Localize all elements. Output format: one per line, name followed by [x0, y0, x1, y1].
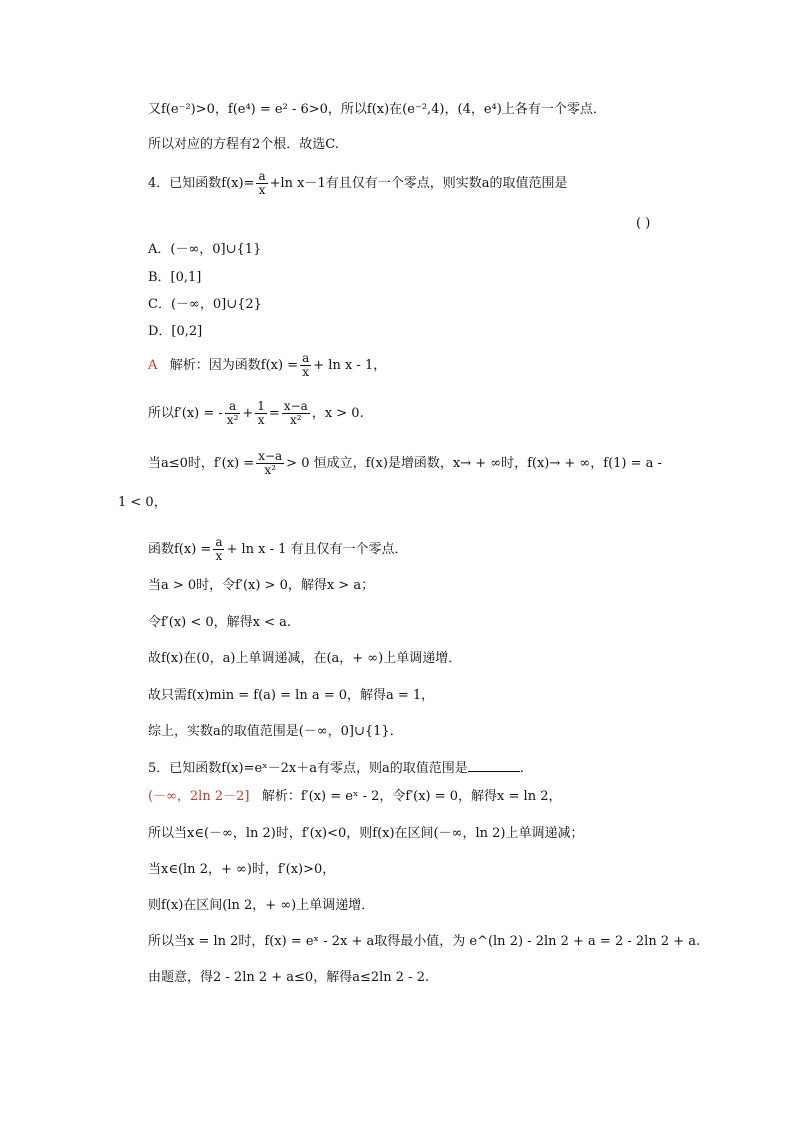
- numerator: a: [215, 535, 223, 549]
- q5-text: 5．已知函数f(x)=eˣ－2x＋a有零点，则a的取值范围是: [148, 761, 468, 776]
- option-d: D．[0,2]: [148, 324, 203, 339]
- solution-line-8: 故只需f(x)min = f(a) = ln a = 0，解得a = 1，: [148, 688, 435, 703]
- q5-solution-line-2: 所以当x∈(－∞，ln 2)时，f′(x)<0，则f(x)在区间(－∞，ln 2)上单调递减；: [148, 826, 584, 841]
- solution-line-4: [148, 536, 408, 563]
- numerator: x−a: [283, 399, 308, 413]
- solution-line-3: [148, 450, 662, 477]
- option-a: A．(－∞，0]∪{1}: [148, 242, 262, 257]
- q4-suffix: +ln x－1有且仅有一个零点，则实数a的取值范围是: [269, 176, 568, 191]
- denominator: x²: [226, 413, 239, 427]
- text-line: 所以对应的方程有2个根．故选C.: [148, 137, 339, 152]
- numerator: a: [258, 169, 266, 183]
- q4-prefix: 4．已知函数f(x)=: [148, 176, 255, 191]
- denominator: x: [302, 365, 310, 379]
- denominator: x²: [290, 413, 302, 427]
- q5-sol1: 解析：f′(x) = eˣ - 2，令f′(x) = 0，解得x = ln 2，: [261, 789, 562, 804]
- sol3-suffix: > 0 恒成立，f(x)是增函数，x→ + ∞时，f(x)→ + ∞，f(1) = a -: [286, 456, 662, 471]
- question-4: [148, 170, 568, 197]
- plus-sign: +: [242, 406, 254, 421]
- solution-line-3-cont: 1 < 0，: [118, 495, 167, 510]
- text-line: 又f(e⁻²)>0，f(e⁴) = e² - 6>0，所以f(x)在(e⁻²,4)，(4，e⁴)上各有一个零点．: [148, 102, 606, 117]
- solution-line-7: 故f(x)在(0，a)上单调递减，在(a，+ ∞)上单调递增．: [148, 651, 462, 666]
- q5-answer: (－∞，2ln 2－2]: [148, 789, 250, 804]
- option-c: C．(－∞，0]∪{2}: [148, 297, 262, 312]
- solution-line-1: [148, 352, 386, 379]
- q5-solution-line-1: [148, 789, 561, 805]
- answer-blank: [468, 759, 520, 772]
- question-5: [148, 759, 524, 777]
- denominator: x: [215, 549, 223, 563]
- numerator: a: [302, 351, 310, 365]
- numerator: a: [225, 400, 241, 414]
- fraction: [256, 450, 284, 477]
- answer-letter: A: [148, 358, 158, 373]
- answer-paren: ( ): [636, 216, 651, 231]
- solution-line-6: 令f′(x) < 0，解得x < a.: [148, 615, 292, 630]
- denominator: x²: [264, 463, 276, 477]
- numerator: 1: [257, 399, 265, 413]
- q5-solution-line-5: 所以当x = ln 2时，f(x) = eˣ - 2x + a取得最小值，为 e^(ln 2) - 2ln 2 + a = 2 - 2ln 2 + a.: [148, 934, 701, 949]
- equals-sign: =: [268, 406, 280, 421]
- denominator: x: [258, 183, 266, 197]
- sol2-suffix: ，x > 0.: [311, 406, 364, 421]
- q5-solution-line-4: 则f(x)在区间(ln 2，+ ∞)上单调递增．: [148, 898, 375, 913]
- sol4-prefix: 函数f(x) =: [148, 542, 212, 557]
- q5-end: .: [519, 761, 524, 776]
- sol1-prefix: 解析：因为函数f(x) =: [169, 358, 299, 373]
- fraction: [256, 170, 267, 197]
- fraction: [282, 400, 310, 427]
- sol1-suffix: + ln x - 1，: [313, 358, 387, 373]
- fraction: [300, 352, 311, 379]
- q5-solution-line-6: 由题意，得2 - 2ln 2 + a≤0，解得a≤2ln 2 - 2.: [148, 970, 430, 985]
- denominator: x: [257, 413, 265, 427]
- fraction: [213, 536, 224, 563]
- solution-line-9: 综上，实数a的取值范围是(－∞，0]∪{1}．: [148, 724, 403, 739]
- option-b: B．[0,1]: [148, 270, 202, 285]
- sol3-prefix: 当a≤0时，f′(x) =: [148, 456, 255, 471]
- fraction: [225, 400, 241, 427]
- solution-line-2: [148, 400, 364, 427]
- fraction: [255, 400, 267, 427]
- numerator: x−a: [258, 449, 283, 463]
- solution-line-5: 当a > 0时，令f′(x) > 0，解得x > a；: [148, 578, 375, 593]
- sol2-prefix: 所以f′(x) = -: [148, 406, 223, 421]
- q5-solution-line-3: 当x∈(ln 2，+ ∞)时，f′(x)>0，: [148, 862, 336, 877]
- sol4-suffix: + ln x - 1 有且仅有一个零点．: [226, 542, 408, 557]
